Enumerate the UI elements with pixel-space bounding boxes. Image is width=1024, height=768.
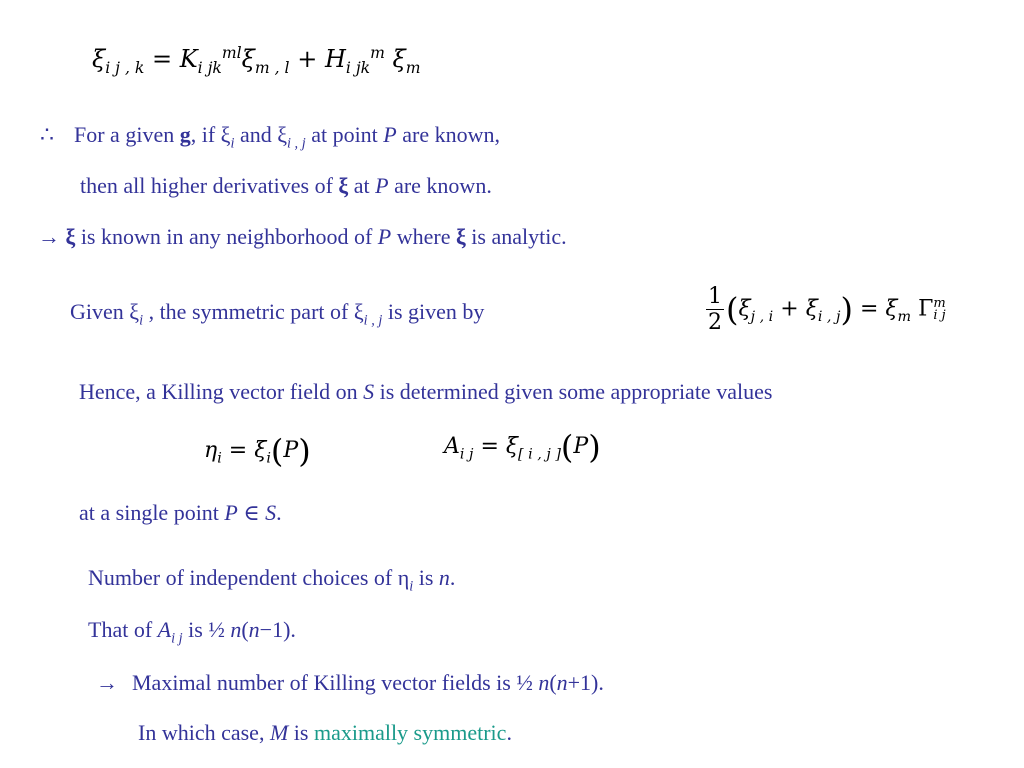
text-line-higher-derivatives: then all higher derivatives of ξ at P are known. [80, 173, 492, 198]
text-line-therefore: ∴ For a given g, if $\xi_i$ and $\xi_{i , j}$ at point P are known, [40, 122, 500, 152]
symmetric-equation: $\frac{1}{2}$ $(\xi_{j , i} + \xi_{i , j}) = \xi_m$ Γ m i j [708, 284, 946, 335]
text-line-killing-determined: Hence, a Killing vector field on S is determined given some appropriate values [79, 379, 773, 404]
a-equation: $A_{i j} = \xi_{[ i , j ]}(P)$ [444, 428, 601, 466]
text-line-maximally-symmetric: In which case, M is maximally symmetric. [138, 720, 512, 745]
text-line-independent-choices: Number of independent choices of $\eta_i$ is n. [88, 565, 456, 595]
fraction-one-half: $\frac{1}{2}$ [708, 284, 722, 335]
eta-equation: $\eta_i = \xi_i(P)$ [204, 432, 311, 470]
text-line-symmetric-part: Given $\xi_i$ , the symmetric part of $\xi_{i , j}$ is given by [70, 299, 485, 329]
killing-equation: $\xi_{i j , k} = K_{i jk}^{ml}\xi_{m , l} + H_{i jk}^m$ $\xi_m$ [92, 44, 421, 77]
text-line-maximal-number: → Maximal number of Killing vector fields is ½ n(n+1). [96, 670, 604, 695]
text-line-neighborhood: → ξ is known in any neighborhood of P where ξ is analytic. [38, 224, 567, 249]
text-line-that-of-a: That of $A_{i j}$ is ½ n(n−1). [88, 617, 296, 647]
text-line-single-point: at a single point P ∈ S. [79, 500, 282, 525]
highlight-maximally-symmetric: maximally symmetric [313, 720, 507, 745]
